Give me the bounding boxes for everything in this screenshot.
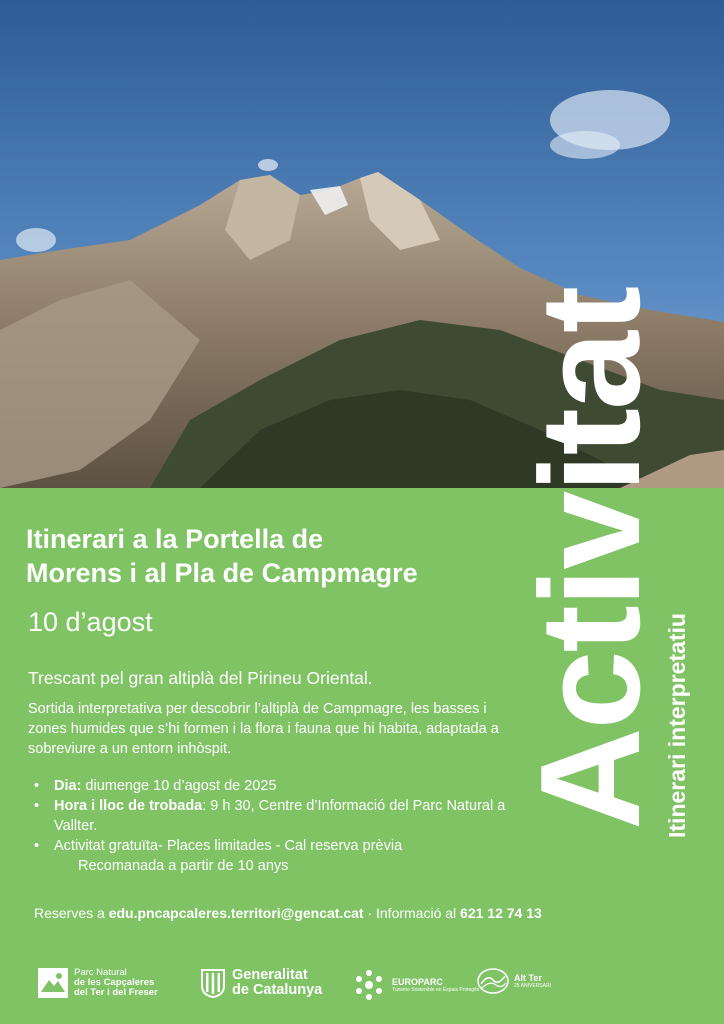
- contact-line: [34, 904, 542, 922]
- alt-ter-icon: [476, 966, 510, 996]
- alt-ter-logo: [476, 966, 551, 996]
- meeting-label: Hora i lloc de trobada: [54, 798, 203, 814]
- description: Sortida interpretativa per descobrir l’altiplà de Campmagre, les basses i zones humides que s’hi formen i la flora i fauna que hi habita, adaptada a sobreviure a un entorn inhòspit.: [28, 701, 499, 757]
- age-recommendation: Recomanada a partir de 10 anys: [78, 858, 289, 874]
- contact-phone[interactable]: 621 12 74 13: [460, 905, 542, 921]
- logo-bar: [0, 962, 724, 1012]
- parc-line-2: de les Capçaleres: [74, 977, 155, 988]
- title-line-2: Morens i al Pla de Campmagre: [26, 558, 418, 588]
- free-activity-text: Activitat gratuïta- Places limitades - Cal reserva prèvia: [54, 838, 403, 854]
- list-item: [34, 796, 534, 836]
- vertical-title: Activitat: [511, 287, 670, 830]
- bullet-icon: •: [34, 838, 40, 854]
- generalitat-icon: [200, 968, 226, 998]
- contact-email[interactable]: edu.pncapcaleres.territori@gencat.cat: [108, 905, 364, 921]
- europarc-sub: Turisme Sostenible en Espais Protegits: [392, 987, 480, 993]
- gen-line-2: de Catalunya: [232, 982, 323, 998]
- europarc-logo: [352, 968, 479, 1002]
- europarc-name: EUROPARC: [392, 977, 443, 987]
- generalitat-logo: [200, 968, 322, 998]
- alt-ter-sub: 25 ANIVERSARI: [514, 983, 551, 989]
- subtitle: Trescant pel gran altiplà del Pirineu Oriental.: [28, 668, 373, 688]
- list-item: [34, 776, 534, 796]
- contact-prefix: Reserves a: [34, 905, 109, 921]
- details-list: [34, 776, 534, 876]
- bullet-icon: •: [34, 798, 40, 814]
- title-line-1: Itinerari a la Portella de: [26, 524, 324, 554]
- parc-line-1: Parc Natural: [74, 967, 127, 978]
- contact-mid: · Informació al: [363, 905, 461, 921]
- vertical-subtitle: Itinerari interpretatiu: [664, 613, 690, 838]
- parc-natural-icon: [38, 968, 68, 998]
- alt-ter-name: Alt Ter: [514, 973, 542, 983]
- gen-line-1: Generalitat: [232, 967, 308, 983]
- list-item: [34, 836, 534, 876]
- event-date: 10 d’agost: [28, 607, 153, 637]
- meeting-value: : 9 h 30, Centre d’Informació del Parc Natural a Vallter.: [54, 798, 506, 834]
- day-label: Dia:: [54, 778, 82, 794]
- parc-line-3: del Ter i del Freser: [74, 987, 158, 998]
- bullet-icon: •: [34, 778, 40, 794]
- page-title: [26, 522, 536, 590]
- day-value: diumenge 10 d’agost de 2025: [81, 778, 277, 794]
- parc-natural-logo: [38, 968, 158, 998]
- europarc-icon: [352, 968, 386, 1002]
